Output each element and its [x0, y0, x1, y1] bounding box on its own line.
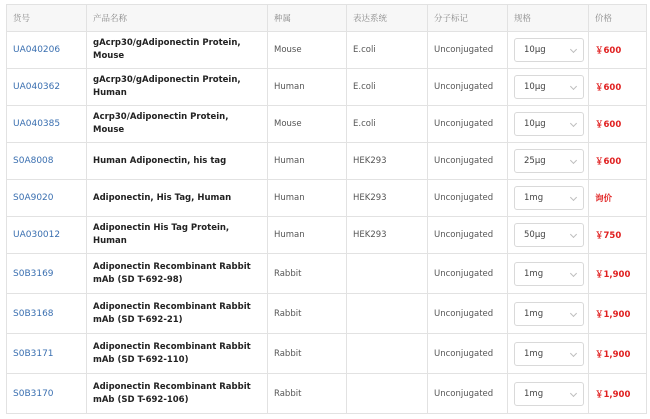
table-row	[7, 334, 647, 374]
species-cell: Mouse	[268, 106, 347, 143]
catalog-cell	[7, 32, 87, 69]
table-row	[7, 32, 647, 69]
catalog-link[interactable]: S0B3169	[13, 268, 54, 279]
product-name: Adiponectin Recombinant Rabbit mAb (SD T-692-106)	[87, 374, 268, 414]
size-select[interactable]	[514, 75, 584, 99]
species-cell: Rabbit	[268, 294, 347, 334]
size-cell	[508, 334, 589, 374]
size-cell	[508, 217, 589, 254]
expression-cell	[347, 294, 428, 334]
chevron-down-icon	[570, 157, 577, 164]
chevron-down-icon	[570, 269, 577, 276]
product-name: Human Adiponectin, his tag	[87, 143, 268, 180]
catalog-link[interactable]: UA040362	[13, 82, 61, 92]
tag-cell: Unconjugated	[428, 294, 508, 334]
catalog-cell	[7, 143, 87, 180]
catalog-link[interactable]: UA040206	[13, 45, 61, 55]
size-cell	[508, 180, 589, 217]
catalog-link[interactable]: S0B3171	[13, 348, 54, 359]
size-cell	[508, 374, 589, 414]
price-cell: ￥1,900	[589, 254, 647, 294]
expression-cell	[347, 254, 428, 294]
size-select-value: 1mg	[524, 268, 544, 279]
species-cell: Rabbit	[268, 374, 347, 414]
product-table	[6, 4, 647, 414]
product-name: Adiponectin, His Tag, Human	[87, 180, 268, 217]
price-cell: 询价	[589, 180, 647, 217]
size-cell	[508, 69, 589, 106]
price-cell: ￥600	[589, 32, 647, 69]
size-cell	[508, 143, 589, 180]
table-header	[7, 5, 647, 32]
catalog-cell	[7, 254, 87, 294]
table-row	[7, 180, 647, 217]
catalog-link[interactable]: S0B3168	[13, 308, 54, 319]
product-name: Adiponectin Recombinant Rabbit mAb (SD T-692-98)	[87, 254, 268, 294]
chevron-down-icon	[570, 231, 577, 238]
size-select[interactable]	[514, 302, 584, 326]
catalog-link[interactable]: S0B3170	[13, 388, 54, 399]
tag-cell: Unconjugated	[428, 217, 508, 254]
table-body	[7, 32, 647, 414]
species-cell: Rabbit	[268, 254, 347, 294]
tag-cell: Unconjugated	[428, 180, 508, 217]
size-select-value: 1mg	[524, 308, 544, 319]
tag-cell: Unconjugated	[428, 334, 508, 374]
product-name: gAcrp30/gAdiponectin Protein, Mouse	[87, 32, 268, 69]
chevron-down-icon	[570, 120, 577, 127]
size-cell	[508, 32, 589, 69]
product-name: gAcrp30/gAdiponectin Protein, Human	[87, 69, 268, 106]
size-select-value: 50μg	[524, 230, 546, 240]
header-catalog: 货号	[7, 5, 87, 32]
table-row	[7, 374, 647, 414]
size-select-value: 10μg	[524, 119, 546, 129]
species-cell: Rabbit	[268, 334, 347, 374]
table-row	[7, 143, 647, 180]
chevron-down-icon	[570, 349, 577, 356]
header-price: 价格	[589, 5, 647, 32]
expression-cell	[347, 334, 428, 374]
product-name: Adiponectin Recombinant Rabbit mAb (SD T-692-21)	[87, 294, 268, 334]
size-select-value: 1mg	[524, 348, 544, 359]
expression-cell: E.coli	[347, 69, 428, 106]
chevron-down-icon	[570, 194, 577, 201]
size-select-value: 10μg	[524, 82, 546, 92]
expression-cell: E.coli	[347, 106, 428, 143]
price-cell: ￥1,900	[589, 374, 647, 414]
tag-cell: Unconjugated	[428, 106, 508, 143]
catalog-link[interactable]: S0A8008	[13, 156, 54, 166]
size-select[interactable]	[514, 112, 584, 136]
size-select[interactable]	[514, 186, 584, 210]
expression-cell: HEK293	[347, 143, 428, 180]
size-cell	[508, 294, 589, 334]
price-cell: ￥600	[589, 69, 647, 106]
table-row	[7, 254, 647, 294]
catalog-link[interactable]: UA030012	[13, 230, 61, 240]
header-size: 规格	[508, 5, 589, 32]
table-row	[7, 294, 647, 334]
tag-cell: Unconjugated	[428, 374, 508, 414]
header-tag: 分子标记	[428, 5, 508, 32]
table-row	[7, 106, 647, 143]
product-name: Acrp30/Adiponectin Protein, Mouse	[87, 106, 268, 143]
catalog-cell	[7, 217, 87, 254]
expression-cell: HEK293	[347, 217, 428, 254]
size-select-value: 25μg	[524, 156, 546, 166]
expression-cell: E.coli	[347, 32, 428, 69]
product-name: Adiponectin Recombinant Rabbit mAb (SD T-692-110)	[87, 334, 268, 374]
size-cell	[508, 106, 589, 143]
species-cell: Human	[268, 180, 347, 217]
tag-cell: Unconjugated	[428, 254, 508, 294]
chevron-down-icon	[570, 309, 577, 316]
table-row	[7, 69, 647, 106]
size-select[interactable]	[514, 223, 584, 247]
species-cell: Human	[268, 217, 347, 254]
catalog-cell	[7, 180, 87, 217]
size-select-value: 10μg	[524, 45, 546, 55]
chevron-down-icon	[570, 389, 577, 396]
price-cell: ￥600	[589, 106, 647, 143]
size-select[interactable]	[514, 382, 584, 406]
price-cell: ￥1,900	[589, 334, 647, 374]
catalog-link[interactable]: UA040385	[13, 119, 61, 129]
price-cell: ￥600	[589, 143, 647, 180]
size-select[interactable]	[514, 38, 584, 62]
tag-cell: Unconjugated	[428, 143, 508, 180]
price-cell: ￥750	[589, 217, 647, 254]
header-name: 产品名称	[87, 5, 268, 32]
size-select-value: 1mg	[524, 388, 544, 399]
size-select[interactable]	[514, 149, 584, 173]
catalog-cell	[7, 69, 87, 106]
tag-cell: Unconjugated	[428, 32, 508, 69]
header-expression: 表达系统	[347, 5, 428, 32]
expression-cell: HEK293	[347, 180, 428, 217]
size-select-value: 1mg	[524, 193, 544, 203]
catalog-link[interactable]: S0A9020	[13, 193, 54, 203]
header-row	[7, 5, 647, 32]
header-species: 种属	[268, 5, 347, 32]
catalog-cell	[7, 374, 87, 414]
chevron-down-icon	[570, 83, 577, 90]
expression-cell	[347, 374, 428, 414]
size-select[interactable]	[514, 262, 584, 286]
price-cell: ￥1,900	[589, 294, 647, 334]
product-name: Adiponectin His Tag Protein, Human	[87, 217, 268, 254]
catalog-cell	[7, 294, 87, 334]
species-cell: Human	[268, 143, 347, 180]
catalog-cell	[7, 106, 87, 143]
catalog-cell	[7, 334, 87, 374]
species-cell: Mouse	[268, 32, 347, 69]
table-row	[7, 217, 647, 254]
chevron-down-icon	[570, 46, 577, 53]
species-cell: Human	[268, 69, 347, 106]
size-cell	[508, 254, 589, 294]
product-table-container	[6, 4, 646, 414]
size-select[interactable]	[514, 342, 584, 366]
tag-cell: Unconjugated	[428, 69, 508, 106]
